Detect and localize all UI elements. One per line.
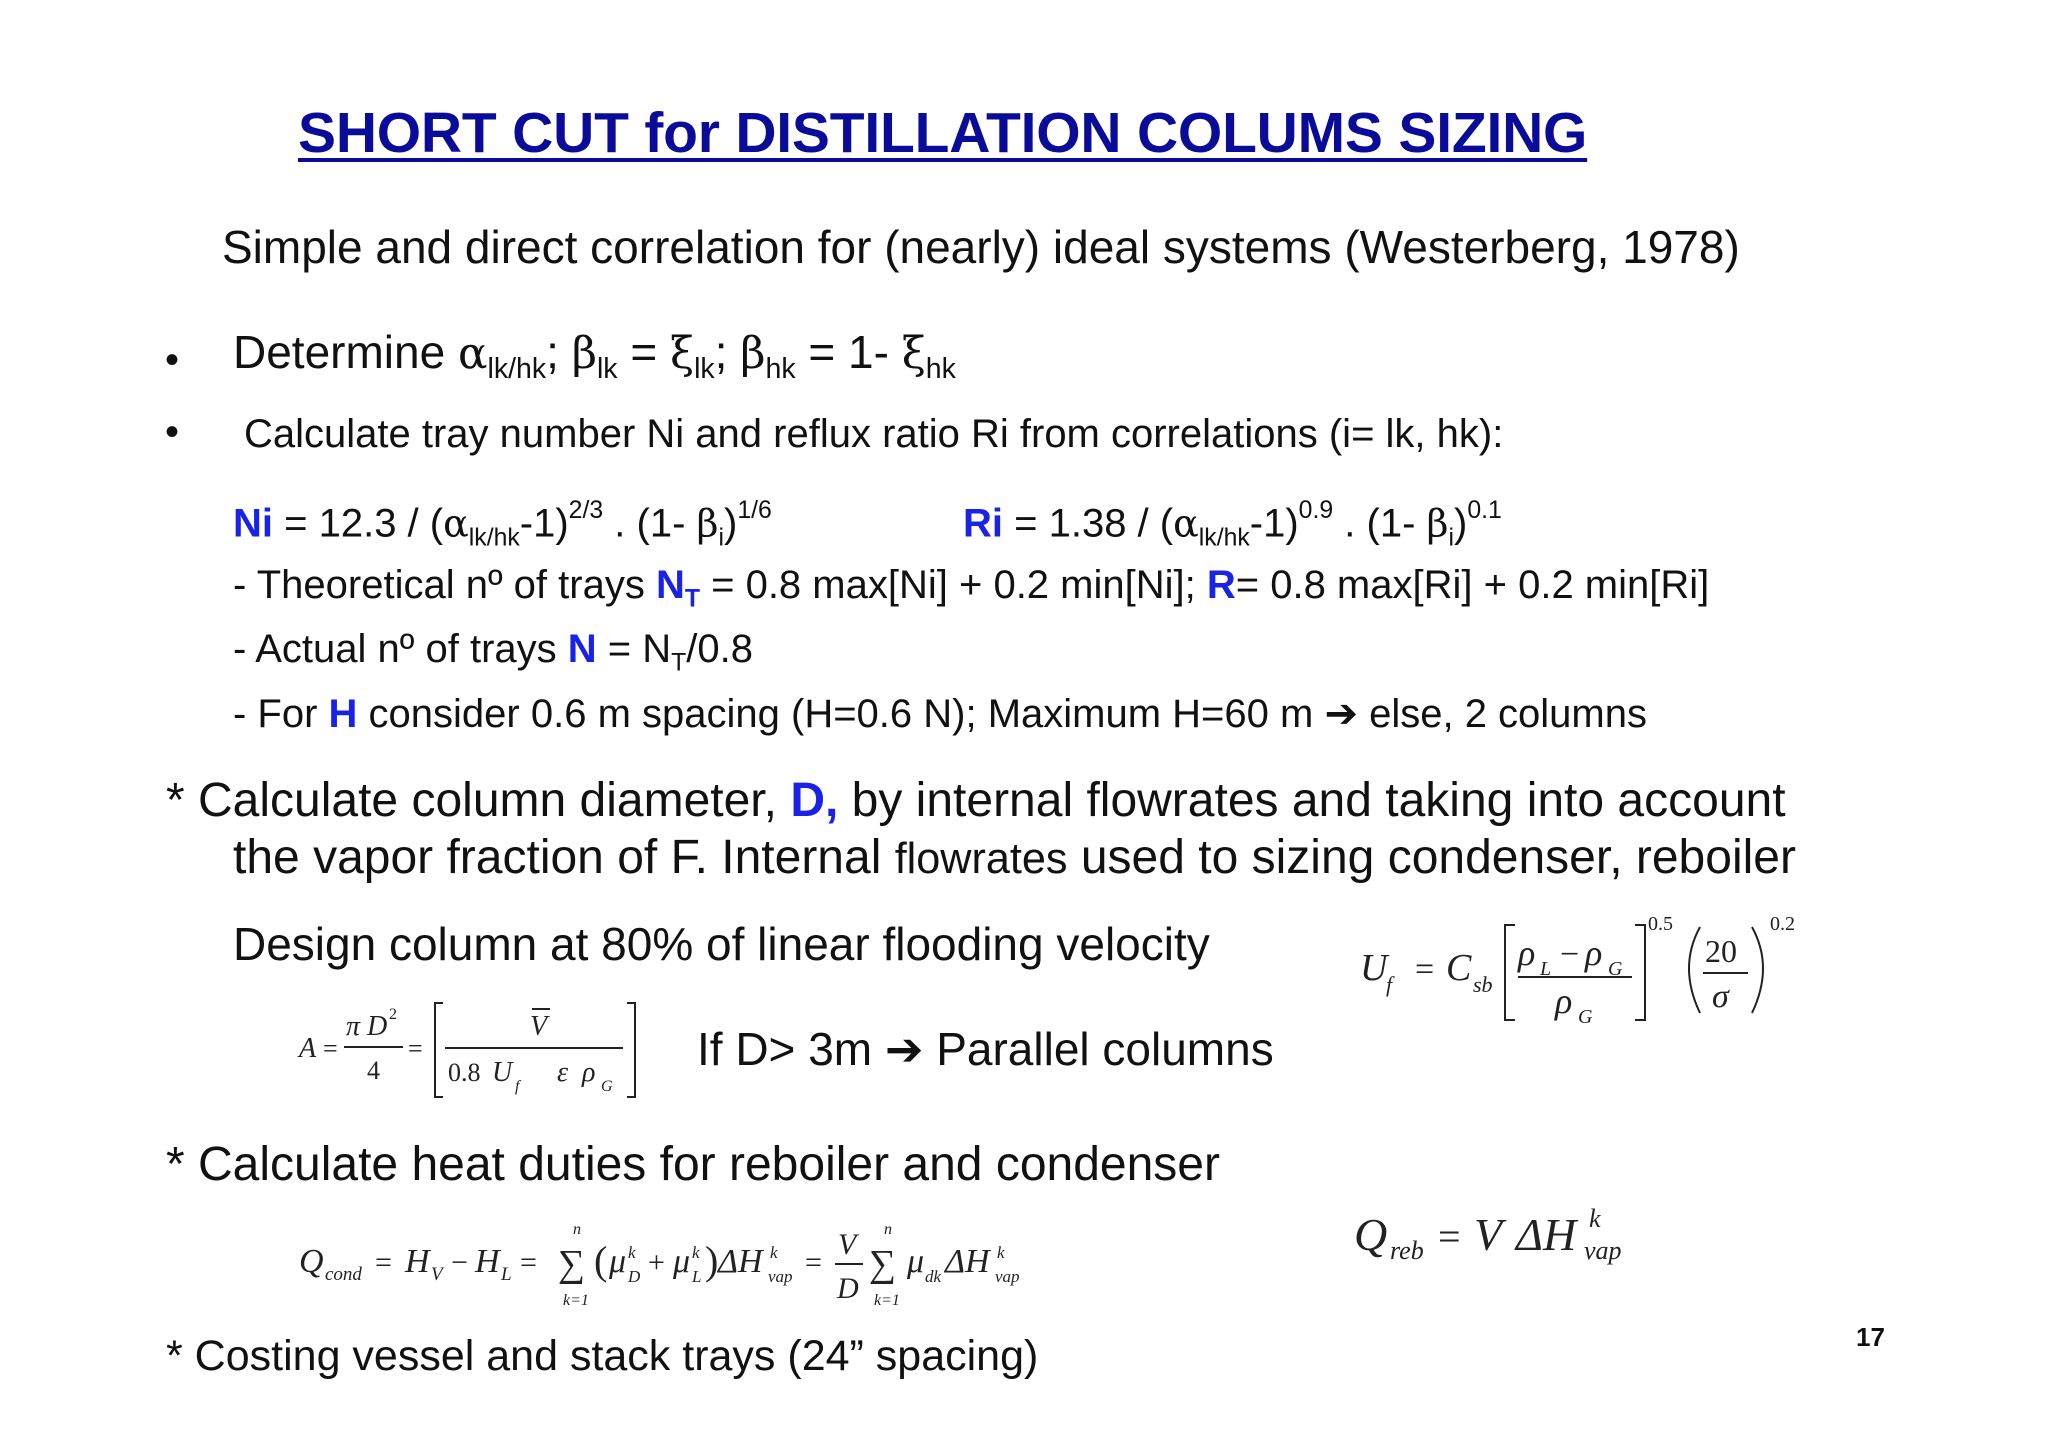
- for-h-line: [233, 691, 1647, 737]
- subscript: lk/hk: [468, 524, 520, 552]
- eq-symbol: H: [405, 1243, 430, 1280]
- eq-symbol: U: [492, 1057, 513, 1088]
- eq-symbol: V: [1474, 1209, 1503, 1260]
- right-arrow-icon: ➔: [1324, 691, 1358, 737]
- formula-text: . (1-: [603, 501, 697, 546]
- n-label: N: [567, 627, 597, 671]
- diameter-line-2: [233, 830, 1796, 885]
- eq-symbol: Q: [1354, 1209, 1388, 1260]
- eq-subscript: L: [501, 1264, 512, 1285]
- eq-subscript: vap: [995, 1267, 1020, 1286]
- line-text: /0.8: [686, 627, 753, 671]
- beta-symbol: β: [1426, 501, 1449, 546]
- eq-subscript: dk: [925, 1267, 942, 1286]
- eq-equals: =: [408, 1034, 423, 1063]
- eq-superscript: k: [692, 1243, 700, 1262]
- xi-symbol: ξ: [670, 328, 695, 379]
- beta-symbol: β: [696, 501, 719, 546]
- line-text: consider 0.6 m spacing (H=0.6 N); Maximum H=60 m: [357, 692, 1325, 736]
- line-text: If D> 3m: [697, 1023, 885, 1075]
- line-text: = 0.8 max[Ni] + 0.2 min[Ni];: [699, 563, 1207, 607]
- eq-symbol: ε: [557, 1057, 569, 1088]
- eq-symbol: U: [1360, 947, 1388, 989]
- left-bracket: [435, 1003, 443, 1097]
- formula-text: -1): [1249, 501, 1299, 546]
- eq-subscript: f: [1386, 972, 1393, 997]
- eq-symbol: A: [299, 1033, 317, 1064]
- eq-number: 20: [1705, 933, 1737, 969]
- eq-symbol: μ: [907, 1243, 925, 1280]
- line-text: - Actual nº of trays: [233, 627, 568, 671]
- subscript: hk: [765, 352, 796, 385]
- eq-subscript: reb: [1390, 1236, 1424, 1265]
- eq-number: 4: [367, 1056, 380, 1085]
- eq-symbol: π: [346, 1011, 361, 1042]
- subscript: lk: [596, 352, 618, 385]
- eq-symbol: D: [837, 1272, 859, 1305]
- eq-equals: =: [520, 1246, 537, 1279]
- determine-line: [233, 325, 956, 386]
- subscript: hk: [925, 352, 956, 385]
- line-text: - For: [233, 692, 329, 736]
- bullet-point: •: [165, 338, 180, 382]
- eq-symbol: ΔH: [1516, 1209, 1577, 1260]
- eq-limit: k=1: [563, 1292, 589, 1309]
- line-text: the vapor fraction of F. Internal: [233, 831, 895, 884]
- exponent: 2/3: [568, 497, 604, 524]
- eq-subscript: sb: [1473, 972, 1493, 997]
- d-label: D,: [790, 774, 839, 827]
- diameter-line-1: [166, 773, 1786, 828]
- eq-plus: +: [648, 1246, 665, 1279]
- subscript: i: [718, 524, 724, 552]
- subscript: T: [684, 585, 700, 613]
- eq-symbol: ρ: [1518, 933, 1536, 973]
- line-text: used to sizing condenser, reboiler: [1067, 831, 1796, 884]
- parallel-columns-line: [697, 1022, 1274, 1076]
- eq-subscript: L: [692, 1267, 702, 1286]
- eq-symbol: D: [367, 1011, 388, 1042]
- page-number: 17: [1856, 1322, 1885, 1352]
- alpha-symbol: α: [1173, 501, 1199, 546]
- eq-minus: −: [451, 1246, 468, 1279]
- eq-symbol: ΔH: [945, 1243, 990, 1280]
- separator: ;: [546, 326, 572, 378]
- eq-symbol: Q: [299, 1243, 324, 1280]
- equals-one-minus: = 1-: [795, 326, 902, 378]
- ri-label: Ri: [963, 501, 1003, 546]
- xi-symbol: ξ: [901, 328, 926, 379]
- eq-minus: −: [1560, 936, 1580, 973]
- left-bracket: [1505, 925, 1515, 1020]
- beta-symbol: β: [740, 328, 766, 379]
- formula-text: . (1-: [1333, 501, 1427, 546]
- line-text: flowrates: [894, 835, 1068, 883]
- subscript: T: [671, 649, 687, 677]
- nt-label: N: [655, 563, 685, 607]
- eq-subscript: vap: [768, 1267, 793, 1286]
- q-reboiler-equation: [1352, 1195, 1682, 1285]
- sum-symbol: ∑: [558, 1243, 586, 1285]
- exponent: 1/6: [737, 497, 772, 524]
- eq-exponent: 2: [389, 1006, 397, 1023]
- line-text: - Theoretical nº of trays: [233, 563, 656, 607]
- eq-symbol: V: [838, 1228, 857, 1261]
- right-bracket: [1635, 925, 1645, 1020]
- eq-subscript: G: [601, 1078, 613, 1095]
- ni-label: Ni: [233, 501, 273, 546]
- eq-subscript: L: [1540, 958, 1552, 980]
- eq-superscript: k: [628, 1243, 636, 1262]
- subtitle: Simple and direct correlation for (nearly) ideal systems (Westerberg, 1978): [222, 221, 1740, 273]
- theoretical-trays-line: [233, 563, 1709, 614]
- eq-symbol: μ: [673, 1243, 691, 1280]
- actual-trays-line: [233, 627, 753, 678]
- line-text: * Calculate column diameter,: [166, 774, 791, 827]
- eq-number: 0.8: [448, 1058, 481, 1087]
- subscript: lk/hk: [1198, 524, 1250, 552]
- costing-line: * Costing vessel and stack trays (24” spacing): [166, 1332, 1039, 1380]
- formula-text: -1): [519, 501, 569, 546]
- line-text: by internal flowrates and taking into account: [838, 774, 1786, 827]
- exponent: 0.9: [1298, 497, 1334, 524]
- ri-formula: [963, 497, 1502, 552]
- eq-limit: k=1: [874, 1292, 900, 1309]
- eq-superscript: k: [770, 1243, 778, 1262]
- calculate-tray-line: Calculate tray number Ni and reflux ratio Ri from correlations (i= lk, hk):: [244, 412, 1504, 456]
- right-arrow-icon: ➔: [884, 1022, 924, 1076]
- right-bracket: [627, 1003, 635, 1097]
- subscript: i: [1448, 524, 1454, 552]
- eq-symbol: ΔH: [718, 1243, 763, 1280]
- equals: =: [617, 326, 670, 378]
- heat-duties-line: * Calculate heat duties for reboiler and condenser: [166, 1138, 1220, 1191]
- separator: ;: [714, 326, 741, 378]
- line-text: else, 2 columns: [1357, 692, 1647, 736]
- q-condenser-equation: [295, 1212, 1095, 1312]
- line-text: Parallel columns: [923, 1023, 1274, 1075]
- eq-equals: =: [805, 1246, 822, 1279]
- alpha-symbol: α: [443, 501, 469, 546]
- eq-symbol: ρ: [1555, 981, 1573, 1021]
- eq-equals: =: [1438, 1214, 1461, 1259]
- formula-text: ): [723, 501, 738, 546]
- eq-limit: n: [573, 1221, 581, 1238]
- eq-subscript: f: [515, 1078, 520, 1095]
- eq-subscript: cond: [325, 1264, 362, 1285]
- eq-subscript: G: [1578, 1006, 1593, 1028]
- right-paren: [1752, 927, 1763, 1013]
- area-equation: [295, 995, 665, 1105]
- right-paren: ): [705, 1238, 719, 1283]
- left-paren: (: [594, 1238, 608, 1283]
- determine-word: Determine: [233, 326, 446, 378]
- beta-symbol: β: [571, 328, 597, 379]
- eq-symbol: C: [1446, 947, 1472, 989]
- eq-equals: =: [323, 1034, 338, 1063]
- eq-symbol: ρ: [582, 1057, 596, 1088]
- eq-subscript: vap: [1584, 1236, 1622, 1265]
- alpha-symbol: α: [457, 328, 488, 379]
- sum-symbol: ∑: [869, 1243, 897, 1285]
- line-text: = N: [596, 627, 672, 671]
- eq-subscript: V: [431, 1264, 443, 1285]
- formula-text: = 1.38 / (: [1003, 501, 1174, 546]
- eq-subscript: G: [1608, 958, 1623, 980]
- eq-symbol: σ: [1712, 978, 1729, 1015]
- line-text: = 0.8 max[Ri] + 0.2 min[Ri]: [1235, 563, 1710, 607]
- subscript: lk: [694, 352, 715, 385]
- flooding-velocity-equation: [1360, 905, 1810, 1040]
- design-line: Design column at 80% of linear flooding velocity: [233, 918, 1210, 970]
- eq-symbol: H: [475, 1243, 500, 1280]
- bullet-point: •: [165, 410, 180, 454]
- eq-exponent: 0.5: [1648, 913, 1673, 935]
- eq-symbol: ρ: [1585, 933, 1603, 973]
- r-label: R: [1206, 563, 1236, 607]
- eq-exponent: 0.2: [1770, 913, 1795, 935]
- formula-text: = 12.3 / (: [273, 501, 444, 546]
- subscript: lk/hk: [487, 352, 547, 385]
- left-paren: [1689, 927, 1700, 1013]
- eq-superscript: k: [997, 1243, 1005, 1262]
- eq-superscript: k: [1589, 1204, 1601, 1233]
- h-label: H: [328, 692, 358, 736]
- eq-equals: =: [1415, 951, 1435, 988]
- eq-symbol: μ: [609, 1243, 627, 1280]
- slide-title: SHORT CUT for DISTILLATION COLUMS SIZING: [298, 101, 1588, 165]
- ni-formula: [233, 497, 772, 552]
- formula-text: ): [1453, 501, 1468, 546]
- eq-symbol: V: [530, 1011, 548, 1042]
- eq-equals: =: [375, 1246, 392, 1279]
- eq-subscript: D: [628, 1267, 641, 1286]
- exponent: 0.1: [1467, 497, 1502, 524]
- eq-limit: n: [884, 1221, 892, 1238]
